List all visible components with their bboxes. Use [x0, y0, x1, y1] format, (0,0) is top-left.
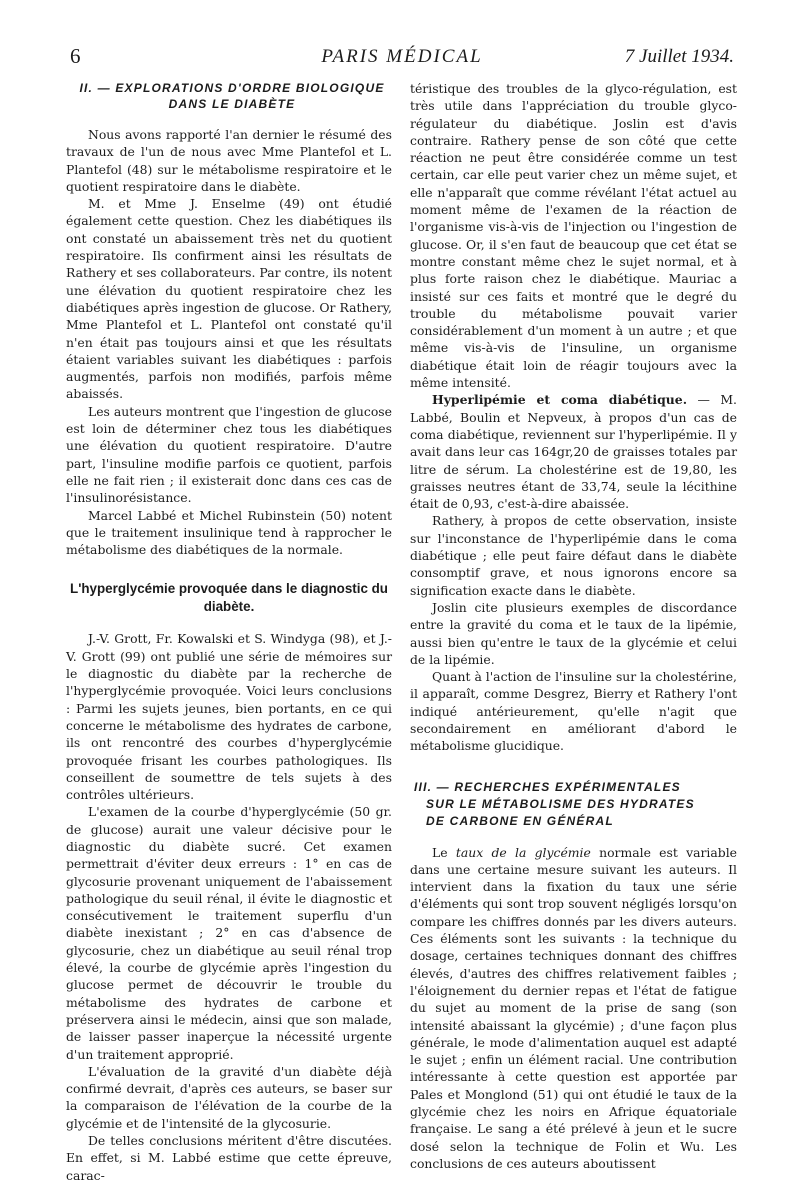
paragraph: Joslin cite plusieurs exemples de discordance entre la gravité du coma et le taux de la lipémie, aussi bien qu'entre le taux de la glycémie et celui de la lipémie. — [410, 599, 737, 667]
paragraph: téristique des troubles de la glyco-régulation, est très utile dans l'appréciation du trouble glyco-régulateur du diabétique. Joslin est d'avis contraire. Rathery pense de son côté que cette réaction ne peut être considérée comme un test certain, car elle peut varier chez un même sujet, et elle n'apparaît que comme révélant l'état actuel au moment même de l'examen de la réaction de l'organisme vis-à-vis de l'injection ou l'ingestion de glucose. Or, il s'en faut de beaucoup que cet état se montre constant même chez le sujet normal, et à plus forte raison chez le diabétique. Mauriac a insisté sur ces faits et montré que le degré du trouble du métabolisme pouvait varier considérablement d'un moment à un autre ; et que même vis-à-vis de l'insuline, un organisme diabétique était loin de réagir toujours avec la même intensité. — [410, 81, 737, 391]
paragraph: L'évaluation de la gravité d'un diabète déjà confirmé devrait, d'après ces auteurs, se baser sur la comparaison de l'élévation de la courbe de la glycémie et de l'intensité de la glycosurie. — [66, 1063, 392, 1131]
left-column — [66, 80, 392, 1184]
right-column — [410, 80, 737, 1172]
section-heading-3-line-2: SUR LE MÉTABOLISME DES HYDRATES — [426, 796, 695, 811]
section-heading-3-line-3: DE CARBONE EN GÉNÉRAL — [426, 813, 614, 828]
paragraph: De telles conclusions méritent d'être discutées. En effet, si M. Labbé estime que cette épreuve, carac- — [66, 1133, 392, 1183]
paragraph — [410, 391, 737, 512]
section-heading-2 — [66, 80, 392, 112]
section-heading-3 — [410, 779, 737, 830]
section-heading-2-line-1: II. — EXPLORATIONS D'ORDRE BIOLOGIQUE — [79, 81, 385, 95]
paragraph: Rathery, à propos de cette observation, insiste sur l'inconstance de l'hyperlipémie dans le coma diabétique ; elle peut faire défaut dans le diabète consomptif grave, et nous ignorons encore sa signification exacte dans le diabète. — [410, 513, 737, 598]
subsection-heading-line-2: dans le diagnostic du diabète. — [203, 581, 388, 615]
journal-title: PARIS MÉDICAL — [321, 46, 483, 67]
paragraph — [410, 844, 737, 1173]
paragraph: Marcel Labbé et Michel Rubinstein (50) notent que le traitement insulinique tend à rapprocher le métabolisme des diabétiques de la normale. — [66, 507, 392, 558]
paragraph-text: — M. Labbé, Boulin et Nepveux, à propos d'un cas de coma diabétique, reviennent sur l'hyperlipémie. Il y avait dans leur cas 164gr,20 de graisses totales par litre de sérum. La cholestérine est de 19,80, les graisses neutres étant de 33,74, seule la lécithine était de 0,93, c'est-à-dire abaissée. — [410, 392, 737, 512]
section-heading-3-line-1: III. — RECHERCHES EXPÉRIMENTALES — [414, 779, 681, 794]
running-header — [70, 44, 734, 70]
run-in-heading: Hyperlipémie et coma diabétique. — [432, 392, 688, 408]
paragraph-text: normale est variable dans une certaine mesure suivant les auteurs. Il intervient dans la fixation du taux une série d'éléments qui sont trop souvent négligés lorsqu'on compare les chiffres donnés par les divers auteurs. Ces éléments sont les suivants : la technique du dosage, certaines techniques donnant des chiffres élevés, d'autres des chiffres relativement faibles ; l'éloignement du dernier repas et l'état de fatigue du sujet au moment de la prise de sang (son intensité abaissant la glycémie) ; d'une façon plus générale, le mode d'alimentation auquel est adapté le sujet ; enfin un élément racial. Une contribution intéressante à cette question est apportée par Pales et Monglond (51) qui ont étudié le taux de la glycémie chez les noirs en Afrique équatoriale française. Le sang a été prélevé à jeun et le sucre dosé selon la technique de Folin et Wu. Les conclusions de ces auteurs aboutissent — [410, 844, 738, 1171]
paragraph: M. et Mme J. Enselme (49) ont étudié également cette question. Chez les diabétiques ils ont constaté un abaissement très net du quotient respiratoire. Ils confirment ainsi les résultats de Rathery et ses collaborateurs. Par contre, ils notent une élévation du quotient respiratoire chez les diabétiques après ingestion de glucose. Or Rathery, Mme Plantefol et L. Plantefol ont constaté qu'il n'en était pas toujours ainsi et que les résultats étaient variables suivant les diabétiques : parfois augmentés, parfois non modifiés, parfois même abaissés. — [66, 196, 392, 402]
section-heading-2-line-2: DANS LE DIABÈTE — [168, 97, 296, 111]
issue-date: 7 Juillet 1934. — [624, 46, 734, 67]
italic-term: taux de la glycémie — [455, 844, 591, 860]
paragraph-lead: Le — [432, 844, 456, 860]
paragraph: L'examen de la courbe d'hyperglycémie (50 gr. de glucose) aurait une valeur décisive pour le diagnostic du diabète sucré. Cet examen permettrait d'éviter deux erreurs : 1° en cas de glycosurie provenant uniquement de l'abaissement pathologique du seuil rénal, il évite le diagnostic et consécutivement le traitement superflu d'un diabète inexistant ; 2° en cas d'absence de glycosurie, chez un diabétique au seuil rénal trop élevé, la courbe de glycémie après l'ingestion du glucose permet de découvrir le trouble du métabolisme des hydrates de carbone et préservera ainsi le médecin, ainsi que son malade, de laisser passer inaperçue la nécessité urgente d'un traitement approprié. — [66, 804, 392, 1062]
subsection-heading — [66, 580, 392, 616]
paragraph: Quant à l'action de l'insuline sur la cholestérine, il apparaît, comme Desgrez, Bierry et Rathery l'ont indiqué antérieurement, qu'elle n'agit que secondairement en améliorant d'abord le métabolisme glucidique. — [410, 669, 737, 754]
paragraph: Nous avons rapporté l'an dernier le résumé des travaux de l'un de nous avec Mme Plantefol et L. Plantefol (48) sur le métabolisme respiratoire et le quotient respiratoire dans le diabète. — [66, 127, 392, 194]
subsection-heading-line-1: L'hyperglycémie provoquée — [70, 581, 248, 597]
paragraph: J.-V. Grott, Fr. Kowalski et S. Windyga (98), et J.-V. Grott (99) ont publié une série de mémoires sur le diagnostic du diabète par la recherche de l'hyperglycémie provoquée. Voici leurs conclusions : Parmi les sujets jeunes, bien portants, en ce qui concerne le métabolisme des hydrates de carbone, ils ont rencontré des courbes d'hyperglycémie provoquée frisant les courbes pathologiques. Ils conseillent de soumettre de tels sujets à des contrôles ultérieurs. — [66, 631, 392, 803]
paragraph: Les auteurs montrent que l'ingestion de glucose est loin de déterminer chez tous les diabétiques une élévation du quotient respiratoire. D'autre part, l'insuline modifie parfois ce quotient, parfois elle ne fait rien ; il existerait donc dans ces cas de l'insulinorésistance. — [66, 403, 392, 506]
page-number: 6 — [70, 44, 81, 68]
